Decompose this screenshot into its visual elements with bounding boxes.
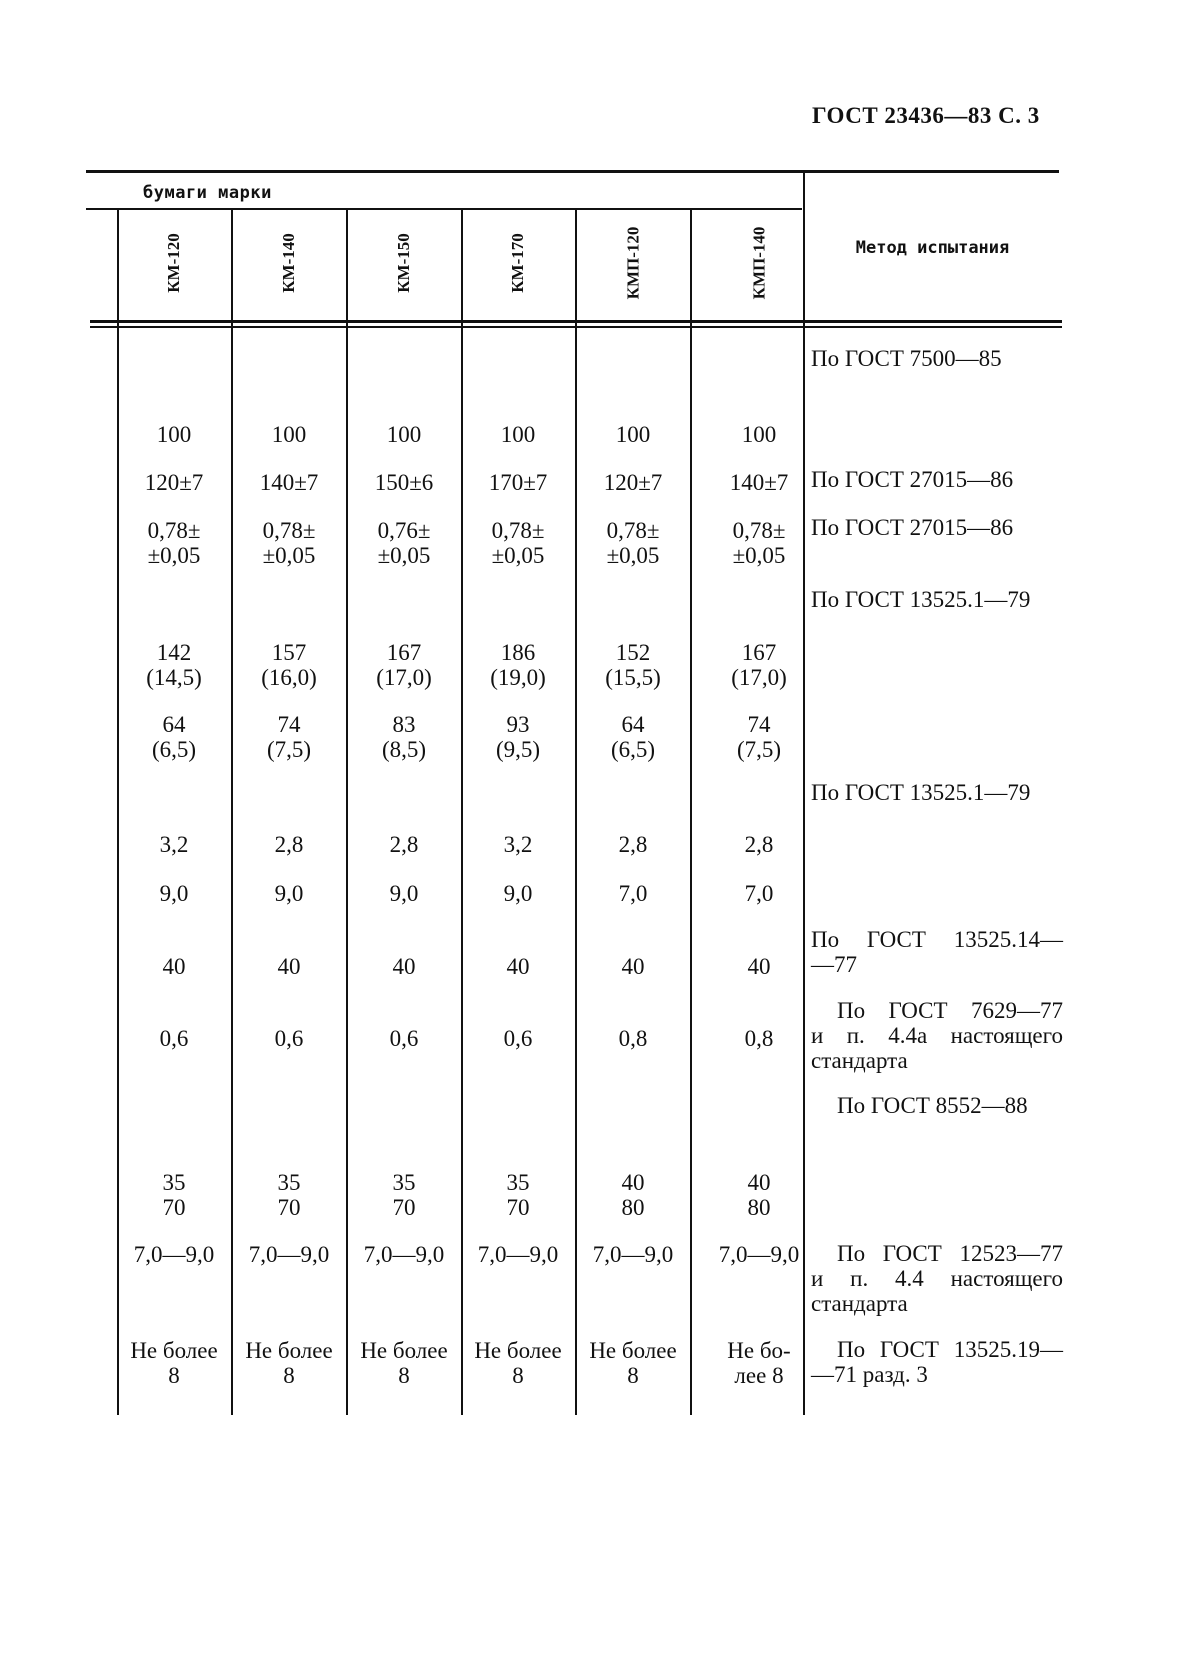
table-cell-line: ±0,05 bbox=[262, 543, 316, 568]
table-cell bbox=[461, 422, 575, 447]
table-cell bbox=[117, 832, 231, 857]
table-cell-line: 64 bbox=[162, 712, 186, 737]
table-cell bbox=[702, 1026, 816, 1051]
method-line: По ГОСТ 13525.14— bbox=[811, 927, 1063, 952]
table-cell-line: (19,0) bbox=[490, 665, 546, 690]
table-cell-line: 35 bbox=[277, 1170, 301, 1195]
method-cell bbox=[811, 1241, 1063, 1316]
table-cell-line: 0,78± bbox=[732, 518, 786, 543]
method-cell bbox=[811, 587, 1063, 612]
page-header: ГОСТ 23436—83 С. 3 bbox=[812, 103, 1040, 128]
table-cell bbox=[461, 1338, 575, 1388]
method-line: стандарта bbox=[811, 1048, 908, 1073]
table-cell bbox=[232, 832, 346, 857]
method-line: По ГОСТ 27015—86 bbox=[811, 515, 1014, 540]
table-cell bbox=[461, 1170, 575, 1220]
method-line: По ГОСТ 27015—86 bbox=[811, 467, 1014, 492]
table-cell bbox=[117, 1338, 231, 1388]
table-cell-line: 9,0 bbox=[159, 881, 189, 906]
table-cell bbox=[232, 518, 346, 568]
column-rule bbox=[231, 210, 233, 1415]
method-line: По ГОСТ 12523—77 bbox=[837, 1241, 1063, 1266]
table-cell bbox=[347, 640, 461, 690]
table-cell bbox=[702, 518, 816, 568]
method-line: По ГОСТ 13525.19— bbox=[837, 1337, 1063, 1362]
table-cell bbox=[461, 832, 575, 857]
method-line: —71 разд. 3 bbox=[811, 1362, 928, 1387]
table-cell-line: (6,5) bbox=[610, 737, 656, 762]
table-cell-line: (17,0) bbox=[731, 665, 787, 690]
column-rule bbox=[803, 173, 805, 1415]
table-cell bbox=[461, 640, 575, 690]
table-cell bbox=[232, 422, 346, 447]
method-cell bbox=[811, 467, 1063, 492]
table-cell bbox=[117, 1026, 231, 1051]
column-header-label: КМ-120 bbox=[163, 232, 183, 293]
table-cell-line: 157 bbox=[271, 640, 307, 665]
table-cell-line: 0,78± bbox=[491, 518, 545, 543]
table-cell-line: 70 bbox=[506, 1195, 530, 1220]
table-cell bbox=[232, 954, 346, 979]
table-cell-line: 74 bbox=[277, 712, 301, 737]
table-cell-line: 8 bbox=[627, 1363, 639, 1388]
table-cell-line: 100 bbox=[156, 422, 192, 447]
table-cell-line: ±0,05 bbox=[606, 543, 660, 568]
table-cell bbox=[576, 1026, 690, 1051]
table-cell-line: 2,8 bbox=[618, 832, 648, 857]
table-cell bbox=[702, 712, 816, 762]
table-cell bbox=[347, 1026, 461, 1051]
table-cell bbox=[347, 1170, 461, 1220]
table-cell-line: 7,0—9,0 bbox=[718, 1242, 800, 1267]
table-cell-line: 167 bbox=[386, 640, 422, 665]
column-header-label: КМП-120 bbox=[622, 226, 642, 299]
method-cell bbox=[811, 998, 1063, 1073]
table-cell-line: 170±7 bbox=[488, 470, 548, 495]
method-line: По ГОСТ 13525.1—79 bbox=[811, 780, 1031, 805]
table-cell bbox=[461, 1026, 575, 1051]
table-cell-line: 9,0 bbox=[503, 881, 533, 906]
column-header bbox=[576, 210, 690, 315]
table-cell-line: 80 bbox=[621, 1195, 645, 1220]
table-cell-line: 40 bbox=[506, 954, 530, 979]
table-cell-line: 0,78± bbox=[147, 518, 201, 543]
table-cell-line: 0,78± bbox=[606, 518, 660, 543]
table-cell bbox=[232, 1170, 346, 1220]
table-cell-line: 40 bbox=[621, 1170, 645, 1195]
table-cell bbox=[117, 881, 231, 906]
column-header bbox=[461, 210, 575, 315]
table-cell-line: 8 bbox=[168, 1363, 180, 1388]
group-header: бумаги марки bbox=[143, 183, 272, 203]
method-line: По ГОСТ 13525.1—79 bbox=[811, 587, 1031, 612]
table-cell-line: 142 bbox=[156, 640, 192, 665]
table-cell-line: 2,8 bbox=[389, 832, 419, 857]
method-cell bbox=[811, 927, 1063, 977]
method-line: —77 bbox=[811, 952, 857, 977]
table-cell-line: 150±6 bbox=[374, 470, 434, 495]
table-cell-line: Не более bbox=[245, 1338, 333, 1363]
table-cell bbox=[347, 518, 461, 568]
table-cell-line: Не более bbox=[474, 1338, 562, 1363]
column-rule bbox=[461, 210, 463, 1415]
table-cell-line: 64 bbox=[621, 712, 645, 737]
table-cell-line: Не более bbox=[360, 1338, 448, 1363]
table-cell bbox=[576, 954, 690, 979]
table-cell bbox=[461, 470, 575, 495]
table-cell bbox=[461, 712, 575, 762]
table-cell-line: 100 bbox=[615, 422, 651, 447]
table-cell-line: 40 bbox=[621, 954, 645, 979]
table-cell bbox=[702, 470, 816, 495]
table-cell bbox=[702, 881, 816, 906]
table-cell-line: 35 bbox=[392, 1170, 416, 1195]
table-cell bbox=[576, 881, 690, 906]
table-cell-line: 80 bbox=[747, 1195, 771, 1220]
table-cell bbox=[702, 954, 816, 979]
table-cell bbox=[347, 954, 461, 979]
table-cell-line: 0,6 bbox=[389, 1026, 419, 1051]
table-cell-line: 100 bbox=[386, 422, 422, 447]
method-cell bbox=[811, 1093, 1063, 1118]
table-cell-line: 40 bbox=[162, 954, 186, 979]
column-header bbox=[117, 210, 231, 315]
table-cell-line: 9,0 bbox=[274, 881, 304, 906]
table-cell bbox=[461, 518, 575, 568]
table-cell bbox=[702, 1338, 816, 1388]
method-line: стандарта bbox=[811, 1291, 908, 1316]
method-line: По ГОСТ 7500—85 bbox=[811, 346, 1002, 371]
table-cell-line: 35 bbox=[506, 1170, 530, 1195]
table-cell bbox=[117, 640, 231, 690]
table-cell bbox=[576, 832, 690, 857]
table-cell-line: 35 bbox=[162, 1170, 186, 1195]
table-cell-line: 100 bbox=[500, 422, 536, 447]
table-cell bbox=[702, 640, 816, 690]
table-cell bbox=[232, 1026, 346, 1051]
table-cell bbox=[576, 712, 690, 762]
table-cell-line: Не бо- bbox=[727, 1338, 791, 1363]
table-cell bbox=[117, 422, 231, 447]
table-cell-line: 0,78± bbox=[262, 518, 316, 543]
table-cell-line: 2,8 bbox=[274, 832, 304, 857]
table-cell bbox=[232, 712, 346, 762]
column-header-label: КМ-170 bbox=[507, 232, 527, 293]
table-cell bbox=[232, 1338, 346, 1388]
table-cell-line: Не более bbox=[130, 1338, 218, 1363]
table-cell-line: (9,5) bbox=[495, 737, 541, 762]
table-cell bbox=[576, 1170, 690, 1220]
table-cell-line: 40 bbox=[392, 954, 416, 979]
table-cell-line: 3,2 bbox=[159, 832, 189, 857]
table-cell bbox=[702, 1170, 816, 1220]
table-cell bbox=[232, 640, 346, 690]
table-top-rule bbox=[86, 170, 1059, 173]
table-cell-line: Не более bbox=[589, 1338, 677, 1363]
table-cell-line: (17,0) bbox=[376, 665, 432, 690]
table-cell bbox=[347, 422, 461, 447]
table-cell-line: (7,5) bbox=[736, 737, 782, 762]
table-cell-line: 40 bbox=[747, 954, 771, 979]
table-cell bbox=[347, 1338, 461, 1388]
table-cell-line: 8 bbox=[512, 1363, 524, 1388]
table-cell-line: 40 bbox=[747, 1170, 771, 1195]
method-cell bbox=[811, 515, 1063, 540]
column-header bbox=[702, 210, 816, 315]
table-cell bbox=[232, 881, 346, 906]
method-line: По ГОСТ 8552—88 bbox=[837, 1093, 1028, 1118]
method-line: и п. 4.4а настоящего bbox=[811, 1023, 1063, 1048]
table-cell bbox=[117, 1170, 231, 1220]
table-cell-line: ±0,05 bbox=[377, 543, 431, 568]
table-cell bbox=[232, 1242, 346, 1267]
table-cell bbox=[576, 1338, 690, 1388]
method-line: По ГОСТ 7629—77 bbox=[837, 998, 1063, 1023]
table-cell-line: 7,0—9,0 bbox=[133, 1242, 215, 1267]
table-cell-line: 100 bbox=[271, 422, 307, 447]
column-header-label: КМП-140 bbox=[748, 226, 768, 299]
table-cell-line: лее 8 bbox=[734, 1363, 784, 1388]
table-cell bbox=[117, 954, 231, 979]
table-cell bbox=[117, 470, 231, 495]
table-cell-line: ±0,05 bbox=[732, 543, 786, 568]
table-cell bbox=[347, 881, 461, 906]
table-cell-line: 40 bbox=[277, 954, 301, 979]
table-cell bbox=[702, 832, 816, 857]
table-cell-line: 8 bbox=[283, 1363, 295, 1388]
table-cell-line: 70 bbox=[277, 1195, 301, 1220]
table-cell-line: 83 bbox=[392, 712, 416, 737]
table-cell-line: (6,5) bbox=[151, 737, 197, 762]
table-cell bbox=[347, 1242, 461, 1267]
column-rule bbox=[690, 210, 692, 1415]
method-cell bbox=[811, 346, 1063, 371]
column-header bbox=[347, 210, 461, 315]
table-cell-line: 8 bbox=[398, 1363, 410, 1388]
table-cell-line: 7,0—9,0 bbox=[248, 1242, 330, 1267]
table-cell bbox=[347, 832, 461, 857]
table-cell-line: 70 bbox=[162, 1195, 186, 1220]
table-cell-line: 140±7 bbox=[729, 470, 789, 495]
table-cell-line: 93 bbox=[506, 712, 530, 737]
table-cell-line: (7,5) bbox=[266, 737, 312, 762]
table-cell bbox=[576, 470, 690, 495]
table-cell-line: (8,5) bbox=[381, 737, 427, 762]
table-cell bbox=[117, 518, 231, 568]
table-cell bbox=[461, 881, 575, 906]
table-cell bbox=[117, 712, 231, 762]
method-header: Метод испытания bbox=[855, 238, 1010, 258]
table-cell-line: (16,0) bbox=[261, 665, 317, 690]
method-cell bbox=[811, 1337, 1063, 1387]
table-cell bbox=[461, 954, 575, 979]
column-rule bbox=[117, 210, 119, 1415]
column-rule bbox=[575, 210, 577, 1415]
table-cell-line: 152 bbox=[615, 640, 651, 665]
table-cell-line: 2,8 bbox=[744, 832, 774, 857]
method-cell bbox=[811, 780, 1063, 805]
table-cell bbox=[576, 1242, 690, 1267]
table-cell-line: 100 bbox=[741, 422, 777, 447]
column-header-label: КМ-150 bbox=[393, 232, 413, 293]
table-cell bbox=[576, 518, 690, 568]
table-cell bbox=[461, 1242, 575, 1267]
table-cell bbox=[347, 712, 461, 762]
table-cell-line: (15,5) bbox=[605, 665, 661, 690]
table-cell-line: 7,0—9,0 bbox=[363, 1242, 445, 1267]
table-cell-line: 0,76± bbox=[377, 518, 431, 543]
table-cell-line: 9,0 bbox=[389, 881, 419, 906]
table-cell-line: 7,0 bbox=[618, 881, 648, 906]
table-cell-line: 0,8 bbox=[618, 1026, 648, 1051]
table-cell-line: ±0,05 bbox=[147, 543, 201, 568]
table-cell-line: 0,6 bbox=[274, 1026, 304, 1051]
table-cell bbox=[702, 422, 816, 447]
method-line: и п. 4.4 настоящего bbox=[811, 1266, 1063, 1291]
table-cell-line: 7,0—9,0 bbox=[592, 1242, 674, 1267]
table-cell bbox=[702, 1242, 816, 1267]
table-cell-line: 70 bbox=[392, 1195, 416, 1220]
column-header-label: КМ-140 bbox=[278, 232, 298, 293]
table-cell-line: 0,6 bbox=[159, 1026, 189, 1051]
table-cell bbox=[576, 422, 690, 447]
table-cell-line: 0,6 bbox=[503, 1026, 533, 1051]
table-cell-line: ±0,05 bbox=[491, 543, 545, 568]
table-cell-line: 167 bbox=[741, 640, 777, 665]
table-cell-line: (14,5) bbox=[146, 665, 202, 690]
table-cell-line: 7,0—9,0 bbox=[477, 1242, 559, 1267]
table-cell bbox=[576, 640, 690, 690]
table-cell-line: 186 bbox=[500, 640, 536, 665]
column-header bbox=[232, 210, 346, 315]
table-cell-line: 140±7 bbox=[259, 470, 319, 495]
table-cell-line: 0,8 bbox=[744, 1026, 774, 1051]
table-cell-line: 74 bbox=[747, 712, 771, 737]
table-cell-line: 7,0 bbox=[744, 881, 774, 906]
column-rule bbox=[346, 210, 348, 1415]
table-cell bbox=[232, 470, 346, 495]
table-cell-line: 120±7 bbox=[603, 470, 663, 495]
table-cell-line: 3,2 bbox=[503, 832, 533, 857]
table-cell bbox=[117, 1242, 231, 1267]
table-cell-line: 120±7 bbox=[144, 470, 204, 495]
table-cell bbox=[347, 470, 461, 495]
